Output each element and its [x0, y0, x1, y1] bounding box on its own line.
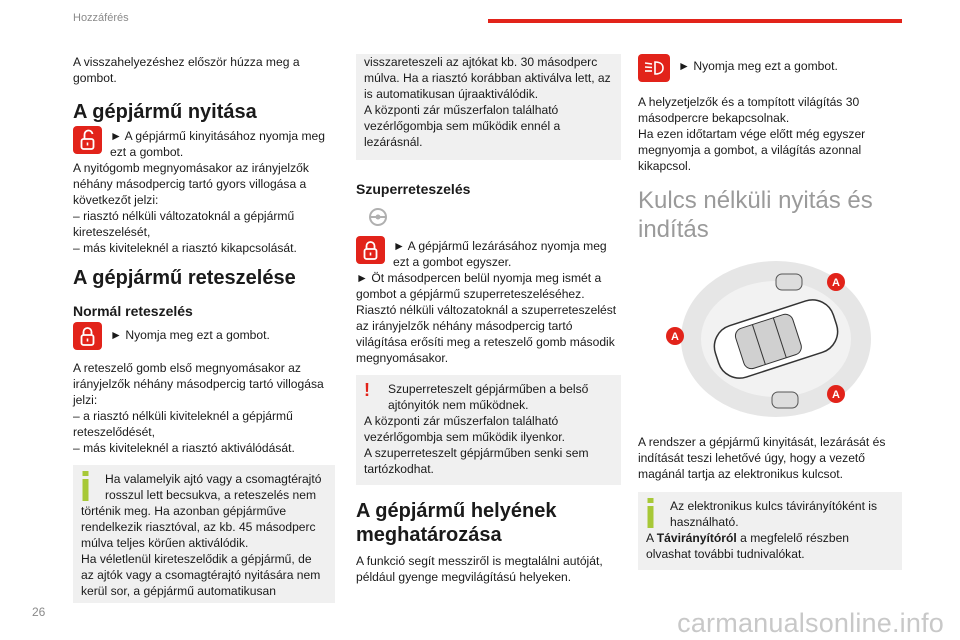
open-item-2: – más kiviteleknél a riasztó kikapcsolását. — [73, 241, 297, 255]
warning-line2: ajtónyitók nem működnek. — [388, 398, 529, 412]
lights-step-text: ► Nyomja meg ezt a gombot. — [678, 59, 838, 73]
info-box-2-p2: A Távirányítóról a megfelelő részben olvashat további tudnivalókat. — [646, 531, 850, 561]
normal-lock-heading: Normál reteszelés — [73, 303, 193, 319]
steering-wheel-icon — [364, 206, 392, 228]
zone-marker-side — [666, 327, 684, 345]
key-fob-rear — [772, 392, 798, 408]
page-number: 26 — [32, 605, 46, 619]
info-box-cont-p2: A központi zár műszerfalon található vezérlőgombja sem működik ennél a lezárásnál. — [364, 103, 561, 149]
normal-lock-body: A reteszelő gomb első megnyomásakor az irányjelzők néhány másodpercig tartó villogása jelzi: — [73, 361, 324, 407]
info-box-2 — [638, 492, 902, 570]
lights-body: A helyzetjelzők és a tompított világítás 30 másodpercre bekapcsolnak. — [638, 95, 860, 125]
super-lock-heading: Szuperreteszelés — [356, 181, 471, 197]
locate-heading-line2: meghatározása — [356, 524, 502, 546]
svg-text:A: A — [671, 331, 679, 343]
locate-body: A funkció segít messziről is megtalálni autóját, például gyenge megvilágítású helyeken. — [356, 554, 603, 584]
open-step — [73, 126, 335, 160]
locate-heading — [356, 499, 621, 547]
info-box-1-continued — [356, 54, 621, 160]
keyless-heading-line1: Kulcs nélküli nyitás és — [638, 187, 873, 214]
svg-text:A: A — [832, 389, 840, 401]
unlock-button-icon — [73, 126, 102, 154]
info-box-2-line1: Az elektronikus kulcs távirányítóként is — [670, 499, 878, 513]
normal-lock-step-text: ► Nyomja meg ezt a gombot. — [110, 328, 270, 342]
super-step-line1: ► A gépjármű lezárásához nyomja meg — [393, 239, 607, 253]
warning-p3: A szuperreteszelt gépjárműben senki sem tartózkodhat. — [364, 446, 589, 476]
normal-lock-item-2: – más kiviteleknél a riasztó aktiválódását. — [73, 441, 295, 455]
info-box-1-p2: Ha véletlenül kireteszelődik a gépjármű, de az ajtók vagy a csomagtérajtó nyitására nem kerül sor, a gépjármű automatikusan — [81, 552, 321, 598]
lock-button-icon — [356, 236, 385, 264]
column-2 — [356, 54, 621, 585]
info-box-1-line1: Ha valamelyik ajtó vagy a csomagtérajtó rosszul lett becsukva, a reteszelés nem — [105, 472, 322, 502]
warning-p2: A központi zár műszerfalon található vezérlőgombja sem működik ilyenkor. — [364, 414, 565, 444]
super-body: Riasztó nélküli változatoknál a szuperreteszelést az irányjelzők néhány másodpercig tartó világítása erősíti meg a reteszelő gomb második megnyomásakor. — [356, 303, 617, 365]
warning-line1: Szuperreteszelt gépjárműben a belső — [388, 382, 589, 396]
keyless-body: A rendszer a gépjármű kinyitását, lezárását és indítását teszi lehetővé úgy, hogy a vezető magánál tartja az elektronikus kulcsot. — [638, 435, 886, 481]
section-title: Hozzáférés — [73, 12, 129, 24]
normal-lock-item-1: – a riasztó nélküli kiviteleknél a gépjármű reteszelődését, — [73, 409, 293, 439]
open-step-line1: ► A gépjármű kinyitásához nyomja meg — [110, 129, 325, 143]
info-box-1-rest: történik meg. Ha azonban gépjárműve rendelkezik riasztóval, az kb. 45 másodperc múlva teljes körűen aktiválódik. — [81, 504, 316, 550]
section-accent-bar — [488, 19, 902, 23]
intro-text: A visszahelyezéshez először húzza meg a gombot. — [73, 55, 300, 85]
open-step-line2: ezt a gombot. — [110, 145, 184, 159]
info-box-1 — [73, 465, 335, 603]
warning-icon: ! — [364, 380, 370, 400]
column-3 — [638, 54, 902, 570]
keyless-heading — [638, 186, 902, 244]
super-step-2: ► Öt másodpercen belül nyomja meg ismét a gombot a gépjármű szuperreteszeléséhez. — [356, 271, 602, 301]
column-1 — [73, 54, 335, 603]
super-lock-step — [356, 236, 621, 270]
normal-lock-step — [73, 322, 335, 350]
watermark: carmanualsonline.info — [677, 608, 944, 638]
lights-body-2: Ha ezen időtartam vége előtt még egyszer megnyomja a gombot, a világítás azonnal kikapcsol. — [638, 127, 866, 173]
svg-text:A: A — [832, 277, 840, 289]
headlight-button-icon — [638, 54, 670, 82]
super-step-line2: ezt a gombot egyszer. — [393, 255, 512, 269]
keyless-zone-diagram — [646, 254, 876, 424]
locate-heading-line1: A gépjármű helyének — [356, 500, 557, 522]
lock-heading: A gépjármű reteszelése — [73, 267, 296, 289]
zone-marker-rear — [827, 385, 845, 403]
key-fob-front — [776, 274, 802, 290]
remote-control-link-text: Távirányítóról — [656, 531, 737, 545]
info-box-cont-text: visszareteszeli az ajtókat kb. 30 másodperc múlva. Ha a riasztó korábban aktiválva lett, az is automatikusan újraaktiválódik. — [364, 55, 611, 101]
zone-marker-front — [827, 273, 845, 291]
open-item-1: – riasztó nélküli változatoknál a gépjármű kireteszelését, — [73, 209, 295, 239]
info-box-2-line2: használható. — [670, 515, 739, 529]
keyless-heading-line2: indítás — [638, 216, 709, 243]
info-icon — [81, 471, 91, 501]
open-heading: A gépjármű nyitása — [73, 101, 257, 123]
open-body: A nyitógomb megnyomásakor az irányjelzők néhány másodpercig tartó gyors villogása a következőt jelzi: — [73, 161, 309, 207]
lock-button-icon — [73, 322, 102, 350]
lights-step — [638, 54, 902, 82]
warning-box — [356, 375, 621, 485]
info-icon — [646, 498, 656, 528]
